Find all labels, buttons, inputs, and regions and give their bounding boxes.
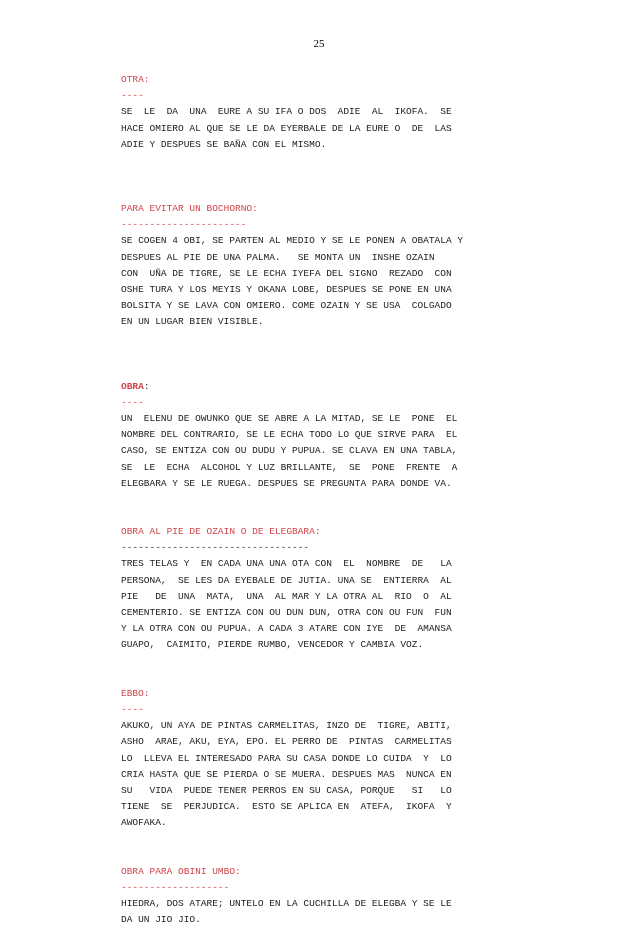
text-line: TIENE SE PERJUDICA. ESTO SE APLICA EN ATEFA, IKOFA Y: [121, 801, 452, 813]
heading-rule: ----: [121, 90, 144, 102]
section-heading: OTRA:: [121, 74, 150, 85]
spacer: [121, 153, 511, 201]
text-line: Y LA OTRA CON OU PUPUA. A CADA 3 ATARE CON IYE DE AMANSA: [121, 623, 452, 635]
text-line: PERSONA, SE LES DA EYEBALE DE JUTIA. UNA SE ENTIERRA AL: [121, 574, 452, 586]
heading-rule: -------------------: [121, 881, 230, 893]
text-line: CRIA HASTA QUE SE PIERDA O SE MUERA. DESPUES MAS NUNCA EN: [121, 768, 452, 780]
text-line: SE COGEN 4 OBI, SE PARTEN AL MEDIO Y SE LE PONEN A OBATALA Y: [121, 235, 464, 247]
section-obra-para-obini-umbo: [121, 864, 511, 928]
heading-rule: ---------------------------------: [121, 542, 310, 554]
heading-rule: ----: [121, 396, 144, 408]
text-line: LO LLEVA EL INTERESADO PARA SU CASA DONDE LO CUIDA Y LO: [121, 752, 452, 764]
text-line: CASO, SE ENTIZA CON OU DUDU Y PUPUA. SE CLAVA EN UNA TABLA,: [121, 445, 458, 457]
text-line: DA UN JIO JIO.: [121, 914, 201, 926]
spacer: [121, 331, 511, 379]
text-line: CON UÑA DE TIGRE, SE LE ECHA IYEFA DEL SIGNO REZADO CON: [121, 267, 452, 279]
text-line: BOLSITA Y SE LAVA CON OMIERO. COME OZAIN Y SE USA COLGADO: [121, 300, 452, 312]
text-line: ADIE Y DESPUES SE BAÑA CON EL MISMO.: [121, 138, 327, 150]
section-para-evitar-un-bochorno: [121, 201, 511, 331]
text-line: ELEGBARA Y SE LE RUEGA. DESPUES SE PREGUNTA PARA DONDE VA.: [121, 477, 452, 489]
text-line: OSHE TURA Y LOS MEYIS Y OKANA LOBE, DESPUES SE PONE EN UNA: [121, 284, 452, 296]
text-line: NOMBRE DEL CONTRARIO, SE LE ECHA TODO LO QUE SIRVE PARA EL: [121, 429, 458, 441]
section-ebbo: [121, 686, 511, 832]
section-heading-text: OBRA: [121, 380, 144, 392]
text-line: PIE DE UNA MATA, UNA AL MAR Y LA OTRA AL RIO O AL: [121, 590, 452, 602]
section-heading: OBRA PARA OBINI UMBO:: [121, 865, 241, 877]
text-line: AWOFAKA.: [121, 817, 167, 829]
text-line: UN ELENU DE OWUNKO QUE SE ABRE A LA MITAD, SE LE PONE EL: [121, 413, 458, 425]
section-heading: OBRA:: [121, 380, 150, 392]
text-line: SU VIDA PUEDE TENER PERROS EN SU CASA, PORQUE SI LO: [121, 784, 452, 796]
spacer: [121, 654, 511, 686]
text-line: EN UN LUGAR BIEN VISIBLE.: [121, 316, 264, 328]
text-line: DESPUES AL PIE DE UNA PALMA. SE MONTA UN INSHE OZAIN: [121, 251, 435, 263]
text-line: ASHO ARAE, AKU, EYA, EPO. EL PERRO DE PINTAS CARMELITAS: [121, 736, 452, 748]
text-line: GUAPO, CAIMITO, PIERDE RUMBO, VENCEDOR Y CAMBIA VOZ.: [121, 639, 424, 651]
spacer: [121, 832, 511, 864]
text-line: HACE OMIERO AL QUE SE LE DA EYERBALE DE LA EURE O DE LAS: [121, 122, 452, 134]
text-line: TRES TELAS Y EN CADA UNA UNA OTA CON EL NOMBRE DE LA: [121, 558, 452, 570]
section-heading: OBRA AL PIE DE OZAIN O DE ELEGBARA:: [121, 526, 321, 538]
spacer: [121, 492, 511, 524]
section-otra: [121, 72, 511, 153]
heading-rule: ----: [121, 703, 144, 715]
section-obra: [121, 379, 511, 492]
text-line: SE LE DA UNA EURE A SU IFA O DOS ADIE AL IKOFA. SE: [121, 106, 452, 118]
text-line: CEMENTERIO. SE ENTIZA CON OU DUN DUN, OTRA CON OU FUN FUN: [121, 607, 452, 619]
section-heading: EBBO:: [121, 687, 150, 699]
section-obra-al-pie-de-ozain: [121, 524, 511, 654]
text-line: AKUKO, UN AYA DE PINTAS CARMELITAS, INZO DE TIGRE, ABITI,: [121, 720, 452, 732]
heading-rule: ----------------------: [121, 219, 247, 231]
text-line: HIEDRA, DOS ATARE; UNTELO EN LA CUCHILLA DE ELEGBA Y SE LE: [121, 897, 452, 909]
section-heading: PARA EVITAR UN BOCHORNO:: [121, 203, 258, 215]
page-content: [121, 72, 511, 928]
text-line: SE LE ECHA ALCOHOL Y LUZ BRILLANTE, SE PONE FRENTE A: [121, 461, 458, 473]
page-number: 25: [313, 38, 325, 50]
